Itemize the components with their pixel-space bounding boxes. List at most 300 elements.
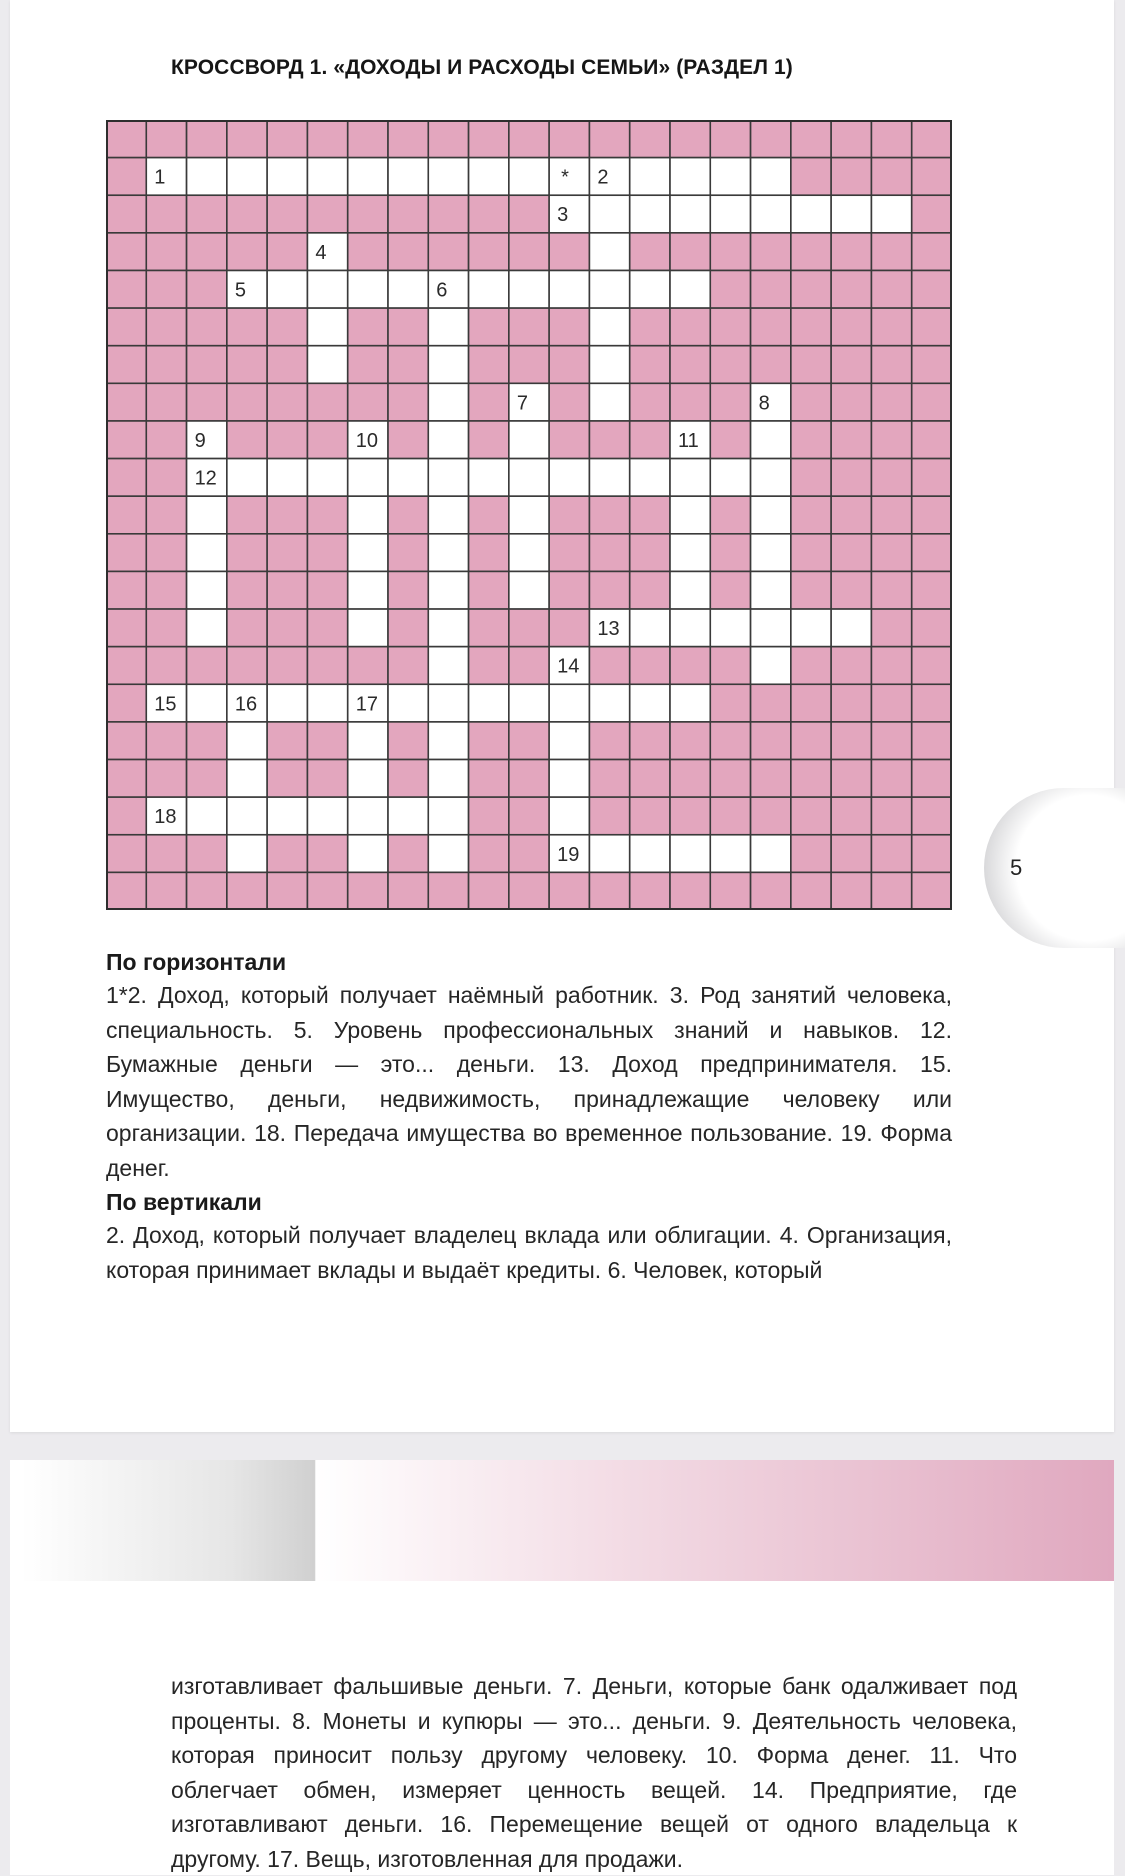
letter-cell[interactable] [388, 684, 428, 722]
blocked-cell [227, 496, 267, 534]
letter-cell[interactable] [187, 421, 227, 459]
blocked-cell [307, 120, 347, 158]
letter-cell[interactable] [589, 346, 629, 384]
letter-cell[interactable] [307, 459, 347, 497]
letter-cell[interactable] [630, 158, 670, 196]
letter-cell[interactable] [710, 609, 750, 647]
letter-cell[interactable] [348, 459, 388, 497]
letter-cell[interactable] [348, 496, 388, 534]
blocked-cell [267, 120, 307, 158]
letter-cell[interactable] [670, 609, 710, 647]
letter-cell[interactable] [388, 459, 428, 497]
letter-cell[interactable] [187, 609, 227, 647]
blocked-cell [710, 383, 750, 421]
letter-cell[interactable] [227, 835, 267, 873]
blocked-cell [710, 722, 750, 760]
letter-cell[interactable] [751, 383, 791, 421]
letter-cell[interactable] [348, 158, 388, 196]
letter-cell[interactable] [710, 195, 750, 233]
blocked-cell [307, 835, 347, 873]
letter-cell[interactable] [428, 684, 468, 722]
letter-cell[interactable] [751, 459, 791, 497]
letter-cell[interactable] [428, 158, 468, 196]
letter-cell[interactable] [267, 684, 307, 722]
letter-cell[interactable] [267, 270, 307, 308]
letter-cell[interactable] [751, 534, 791, 572]
blocked-cell [509, 120, 549, 158]
blocked-cell [912, 120, 952, 158]
clue-number: 8 [758, 392, 770, 415]
blocked-cell [469, 534, 509, 572]
letter-cell[interactable] [307, 158, 347, 196]
blocked-cell [630, 496, 670, 534]
letter-cell[interactable] [388, 270, 428, 308]
blocked-cell [710, 346, 750, 384]
clue-number: 19 [557, 843, 580, 866]
blocked-cell [388, 835, 428, 873]
crossword-svg [106, 120, 952, 910]
letter-cell[interactable] [630, 609, 670, 647]
blocked-cell [871, 459, 911, 497]
blocked-cell [388, 120, 428, 158]
blocked-cell [106, 158, 146, 196]
letter-cell[interactable] [469, 459, 509, 497]
letter-cell[interactable] [469, 270, 509, 308]
blocked-cell [106, 872, 146, 910]
blocked-cell [388, 195, 428, 233]
blocked-cell [106, 496, 146, 534]
letter-cell[interactable] [751, 609, 791, 647]
letter-cell[interactable] [710, 835, 750, 873]
letter-cell[interactable] [751, 647, 791, 685]
letter-cell[interactable] [307, 270, 347, 308]
blocked-cell [831, 308, 871, 346]
letter-cell[interactable] [549, 760, 589, 798]
blocked-cell [106, 270, 146, 308]
blocked-cell [267, 872, 307, 910]
blocked-cell [589, 760, 629, 798]
letter-cell[interactable] [630, 459, 670, 497]
blocked-cell [146, 722, 186, 760]
letter-cell[interactable] [428, 647, 468, 685]
letter-cell[interactable] [589, 270, 629, 308]
blocked-cell [307, 760, 347, 798]
blocked-cell [791, 797, 831, 835]
letter-cell[interactable] [348, 534, 388, 572]
blocked-cell [469, 722, 509, 760]
blocked-cell [912, 421, 952, 459]
letter-cell[interactable] [348, 760, 388, 798]
letter-cell[interactable] [428, 722, 468, 760]
letter-cell[interactable] [509, 421, 549, 459]
blocked-cell [388, 534, 428, 572]
letter-cell[interactable] [428, 797, 468, 835]
letter-cell[interactable] [428, 835, 468, 873]
letter-cell[interactable] [589, 195, 629, 233]
letter-cell[interactable] [307, 346, 347, 384]
blocked-cell [469, 421, 509, 459]
letter-cell[interactable] [670, 835, 710, 873]
blocked-cell [146, 421, 186, 459]
letter-cell[interactable] [589, 835, 629, 873]
blocked-cell [710, 120, 750, 158]
letter-cell[interactable] [509, 383, 549, 421]
letter-cell[interactable] [307, 684, 347, 722]
letter-cell[interactable] [428, 421, 468, 459]
clue-number: 18 [154, 806, 177, 829]
letter-cell[interactable] [227, 722, 267, 760]
letter-cell[interactable] [751, 496, 791, 534]
letter-cell[interactable] [469, 684, 509, 722]
blocked-cell [912, 647, 952, 685]
blocked-cell [388, 308, 428, 346]
blocked-cell [106, 459, 146, 497]
letter-cell[interactable] [428, 534, 468, 572]
letter-cell[interactable] [388, 158, 428, 196]
letter-cell[interactable] [509, 270, 549, 308]
blocked-cell [912, 270, 952, 308]
letter-cell[interactable] [227, 760, 267, 798]
blocked-cell [428, 233, 468, 271]
letter-cell[interactable] [670, 270, 710, 308]
blocked-cell [348, 308, 388, 346]
blocked-cell [831, 459, 871, 497]
blocked-cell [710, 421, 750, 459]
blocked-cell [106, 797, 146, 835]
letter-cell[interactable] [549, 158, 589, 196]
blocked-cell [589, 872, 629, 910]
letter-cell[interactable] [187, 158, 227, 196]
letter-cell[interactable] [670, 684, 710, 722]
blocked-cell [670, 383, 710, 421]
blocked-cell [106, 534, 146, 572]
letter-cell[interactable] [549, 270, 589, 308]
letter-cell[interactable] [187, 684, 227, 722]
down-clues-part2: изготавливает фальшивые деньги. 7. Деньги, которые банк одалживает под проценты. 8. Монеты и купюры — это... деньги. 9. Деятельность человека, которая приносит пользу другому человеку. 10. Форма денег. 11. Что облегчает обмен, измеряет ценность вещей. 14. Предприятие, где изготавливают деньги. 16. Перемещение вещей от одного владельца к другому. 17. Вещь, изготовленная для продажи. [171, 1673, 1017, 1872]
letter-cell[interactable] [710, 158, 750, 196]
letter-cell[interactable] [791, 609, 831, 647]
blocked-cell [106, 120, 146, 158]
letter-cell[interactable] [509, 158, 549, 196]
blocked-cell [871, 346, 911, 384]
blocked-cell [630, 534, 670, 572]
letter-cell[interactable] [509, 571, 549, 609]
blocked-cell [791, 421, 831, 459]
blocked-cell [146, 383, 186, 421]
letter-cell[interactable] [670, 496, 710, 534]
blocked-cell [388, 571, 428, 609]
letter-cell[interactable] [549, 684, 589, 722]
letter-cell[interactable] [751, 421, 791, 459]
blocked-cell [307, 571, 347, 609]
blocked-cell [871, 684, 911, 722]
letter-cell[interactable] [751, 158, 791, 196]
blocked-cell [106, 383, 146, 421]
blocked-cell [509, 722, 549, 760]
letter-cell[interactable] [187, 534, 227, 572]
letter-cell[interactable] [469, 158, 509, 196]
letter-cell[interactable] [187, 496, 227, 534]
blocked-cell [267, 760, 307, 798]
blocked-cell [831, 571, 871, 609]
blocked-cell [469, 647, 509, 685]
page-title: КРОССВОРД 1. «ДОХОДЫ И РАСХОДЫ СЕМЬИ» (РАЗДЕЛ 1) [171, 56, 793, 79]
blocked-cell [267, 835, 307, 873]
letter-cell[interactable] [549, 722, 589, 760]
letter-cell[interactable] [348, 571, 388, 609]
blocked-cell [912, 308, 952, 346]
blocked-cell [146, 835, 186, 873]
blocked-cell [912, 195, 952, 233]
blocked-cell [791, 571, 831, 609]
blocked-cell [791, 383, 831, 421]
letter-cell[interactable] [670, 158, 710, 196]
blocked-cell [187, 120, 227, 158]
blocked-cell [912, 383, 952, 421]
blocked-cell [871, 383, 911, 421]
blocked-cell [509, 797, 549, 835]
blocked-cell [630, 233, 670, 271]
letter-cell[interactable] [549, 797, 589, 835]
clue-number: 10 [355, 429, 378, 452]
blocked-cell [307, 872, 347, 910]
blocked-cell [791, 308, 831, 346]
letter-cell[interactable] [509, 459, 549, 497]
letter-cell[interactable] [428, 383, 468, 421]
letter-cell[interactable] [791, 195, 831, 233]
blocked-cell [589, 797, 629, 835]
blocked-cell [751, 760, 791, 798]
letter-cell[interactable] [267, 459, 307, 497]
blocked-cell [831, 647, 871, 685]
blocked-cell [589, 647, 629, 685]
letter-cell[interactable] [670, 534, 710, 572]
letter-cell[interactable] [428, 459, 468, 497]
blocked-cell [227, 647, 267, 685]
clue-number: 2 [597, 166, 609, 189]
blocked-cell [227, 383, 267, 421]
letter-cell[interactable] [751, 835, 791, 873]
clue-number: 17 [355, 693, 378, 716]
blocked-cell [549, 571, 589, 609]
blocked-cell [831, 760, 871, 798]
blocked-cell [589, 534, 629, 572]
letter-cell[interactable] [187, 797, 227, 835]
blocked-cell [791, 534, 831, 572]
blocked-cell [549, 120, 589, 158]
letter-cell[interactable] [751, 571, 791, 609]
blocked-cell [348, 346, 388, 384]
down-heading: По вертикали [106, 1189, 262, 1215]
blocked-cell [871, 647, 911, 685]
letter-cell[interactable] [630, 270, 670, 308]
clue-number: 1 [154, 166, 166, 189]
letter-cell[interactable] [589, 233, 629, 271]
blocked-cell [710, 308, 750, 346]
blocked-cell [509, 195, 549, 233]
blocked-cell [630, 571, 670, 609]
blocked-cell [187, 835, 227, 873]
blocked-cell [469, 797, 509, 835]
letter-cell[interactable] [630, 684, 670, 722]
letter-cell[interactable] [227, 270, 267, 308]
clue-number: 9 [194, 429, 206, 452]
blocked-cell [630, 872, 670, 910]
letter-cell[interactable] [227, 797, 267, 835]
letter-cell[interactable] [428, 760, 468, 798]
letter-cell[interactable] [146, 158, 186, 196]
blocked-cell [348, 647, 388, 685]
letter-cell[interactable] [589, 308, 629, 346]
blocked-cell [871, 120, 911, 158]
letter-cell[interactable] [509, 534, 549, 572]
blocked-cell [227, 346, 267, 384]
blocked-cell [791, 647, 831, 685]
blocked-cell [871, 872, 911, 910]
letter-cell[interactable] [670, 571, 710, 609]
blocked-cell [831, 496, 871, 534]
blocked-cell [630, 760, 670, 798]
blocked-cell [187, 647, 227, 685]
letter-cell[interactable] [710, 459, 750, 497]
blocked-cell [509, 647, 549, 685]
blocked-cell [267, 421, 307, 459]
letter-cell[interactable] [509, 684, 549, 722]
blocked-cell [791, 722, 831, 760]
letter-cell[interactable] [348, 609, 388, 647]
blocked-cell [630, 383, 670, 421]
letter-cell[interactable] [307, 308, 347, 346]
blocked-cell [549, 383, 589, 421]
blocked-cell [831, 722, 871, 760]
letter-cell[interactable] [267, 797, 307, 835]
blocked-cell [388, 609, 428, 647]
letter-cell[interactable] [428, 308, 468, 346]
down-clues-part1: 2. Доход, который получает владелец вклада или облигации. 4. Организация, которая принимает вклады и выдаёт кредиты. 6. Человек, который [106, 1222, 952, 1283]
blocked-cell [307, 534, 347, 572]
blocked-cell [307, 496, 347, 534]
blocked-cell [912, 571, 952, 609]
blocked-cell [469, 308, 509, 346]
blocked-cell [509, 609, 549, 647]
blocked-cell [469, 872, 509, 910]
letter-cell[interactable] [428, 346, 468, 384]
letter-cell[interactable] [227, 158, 267, 196]
blocked-cell [831, 120, 871, 158]
blocked-cell [469, 346, 509, 384]
letter-cell[interactable] [307, 233, 347, 271]
blocked-cell [710, 534, 750, 572]
letter-cell[interactable] [549, 195, 589, 233]
blocked-cell [912, 534, 952, 572]
letter-cell[interactable] [388, 797, 428, 835]
blocked-cell [146, 609, 186, 647]
blocked-cell [710, 496, 750, 534]
blocked-cell [307, 421, 347, 459]
letter-cell[interactable] [428, 270, 468, 308]
blocked-cell [267, 534, 307, 572]
blocked-cell [469, 571, 509, 609]
letter-cell[interactable] [871, 195, 911, 233]
letter-cell[interactable] [187, 571, 227, 609]
letter-cell[interactable] [307, 797, 347, 835]
letter-cell[interactable] [267, 158, 307, 196]
letter-cell[interactable] [831, 609, 871, 647]
clue-number: 15 [154, 693, 177, 716]
letter-cell[interactable] [348, 835, 388, 873]
clue-number: 6 [436, 279, 448, 302]
blocked-cell [348, 233, 388, 271]
blocked-cell [791, 684, 831, 722]
clue-number: 11 [678, 429, 699, 452]
blocked-cell [791, 233, 831, 271]
blocked-cell [871, 158, 911, 196]
letter-cell[interactable] [428, 609, 468, 647]
blocked-cell [871, 722, 911, 760]
letter-cell[interactable] [348, 722, 388, 760]
blocked-cell [146, 120, 186, 158]
blocked-cell [106, 835, 146, 873]
across-clues: 1*2. Доход, который получает наёмный работник. 3. Род занятий человека, специальность. 5. Уровень профессиональных знаний и навыков. 12. Бумажные деньги — это... деньги. 13. Доход предпринимателя. 15. Имущество, деньги, недвижимость, принадлежащие человеку или организации. 18. Передача имущества во временное пользование. 19. Форма денег. [106, 982, 952, 1181]
blocked-cell [348, 383, 388, 421]
letter-cell[interactable] [589, 459, 629, 497]
blocked-cell [831, 270, 871, 308]
letter-cell[interactable] [670, 459, 710, 497]
blocked-cell [509, 346, 549, 384]
blocked-cell [307, 195, 347, 233]
letter-cell[interactable] [751, 195, 791, 233]
blocked-cell [146, 534, 186, 572]
letter-cell[interactable] [428, 571, 468, 609]
asterisk-marker: * [561, 166, 569, 189]
letter-cell[interactable] [670, 195, 710, 233]
blocked-cell [227, 609, 267, 647]
blocked-cell [831, 383, 871, 421]
blocked-cell [831, 421, 871, 459]
blocked-cell [871, 534, 911, 572]
letter-cell[interactable] [589, 383, 629, 421]
letter-cell[interactable] [227, 459, 267, 497]
blocked-cell [187, 308, 227, 346]
letter-cell[interactable] [589, 158, 629, 196]
blocked-cell [106, 722, 146, 760]
blocked-cell [106, 760, 146, 798]
letter-cell[interactable] [549, 459, 589, 497]
letter-cell[interactable] [589, 684, 629, 722]
blocked-cell [267, 647, 307, 685]
blocked-cell [710, 571, 750, 609]
blocked-cell [469, 383, 509, 421]
letter-cell[interactable] [348, 797, 388, 835]
letter-cell[interactable] [348, 270, 388, 308]
blocked-cell [509, 872, 549, 910]
blocked-cell [227, 308, 267, 346]
letter-cell[interactable] [630, 835, 670, 873]
blocked-cell [751, 346, 791, 384]
blocked-cell [912, 684, 952, 722]
letter-cell[interactable] [509, 496, 549, 534]
blocked-cell [227, 571, 267, 609]
letter-cell[interactable] [630, 195, 670, 233]
blocked-cell [267, 722, 307, 760]
across-heading: По горизонтали [106, 949, 287, 975]
blocked-cell [267, 496, 307, 534]
letter-cell[interactable] [428, 496, 468, 534]
blocked-cell [871, 609, 911, 647]
blocked-cell [670, 647, 710, 685]
blocked-cell [871, 233, 911, 271]
letter-cell[interactable] [831, 195, 871, 233]
